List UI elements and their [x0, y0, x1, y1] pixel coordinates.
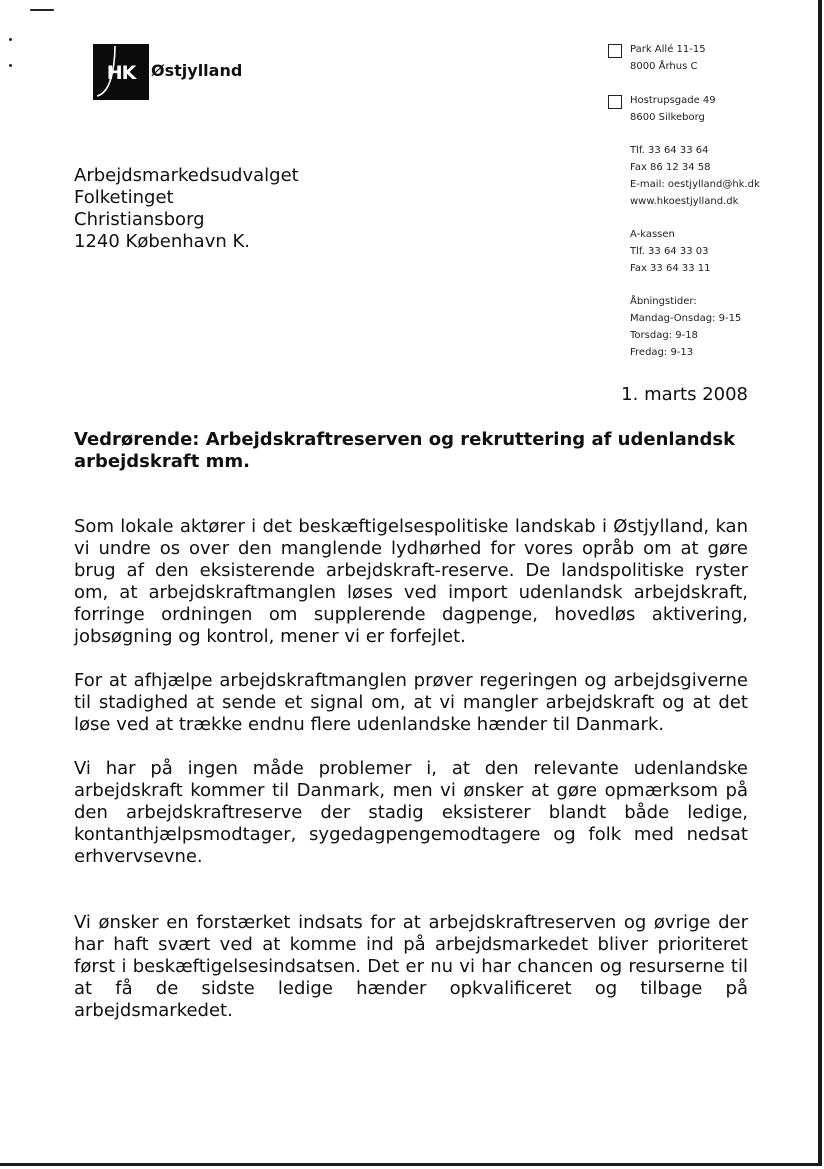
- contact-block: [608, 142, 760, 210]
- address-checkbox[interactable]: [608, 44, 622, 58]
- body-paragraph: Som lokale aktører i det beskæftigelsespolitiske landskab i Østjylland, kan vi undre os over den manglende lydhørhed for vores opråb om at gøre brug af den eksisterende arbejdskraft-reserve. De landspolitiske ryster om, at arbejdskraftmanglen løses ved import udenlandsk arbejdskraft, forringe ordningen om supplerende dagpenge, hovedløs aktivering, jobsøgning og kontrol, mener vi er forfejlet.: [74, 516, 748, 647]
- hk-logo: [93, 44, 242, 100]
- address-city: 8600 Silkeborg: [630, 112, 705, 123]
- website: www.hkoestjylland.dk: [630, 196, 739, 207]
- address-street: Park Allé 11-15: [630, 44, 706, 55]
- letter-date: 1. marts 2008: [621, 384, 748, 405]
- hk-logo-mark: [93, 44, 149, 100]
- address-checkbox[interactable]: [608, 95, 622, 109]
- scan-speck: [30, 9, 54, 11]
- letter-body: [74, 516, 748, 1044]
- akassen-block: [608, 226, 760, 277]
- recipient-line: Folketinget: [74, 187, 174, 208]
- hours-thu: Torsdag: 9-18: [630, 330, 698, 341]
- logo-mark-text: HK: [106, 62, 136, 84]
- scan-speck: [9, 38, 12, 41]
- logo-name: Østjylland: [151, 60, 243, 80]
- email: E-mail: oestjylland@hk.dk: [630, 179, 760, 190]
- recipient-line: 1240 København K.: [74, 231, 251, 252]
- akassen-phone: Tlf. 33 64 33 03: [630, 246, 709, 257]
- hours-fri: Fredag: 9-13: [630, 347, 694, 358]
- opening-hours: [608, 293, 760, 361]
- body-paragraph: For at afhjælpe arbejdskraftmanglen prøver regeringen og arbejdsgiverne til stadighed at sende et signal om, at vi mangler arbejdskraft og at det løse ved at trække endnu flere udenlandske hænder til Danmark.: [74, 670, 748, 735]
- address-city: 8000 Århus C: [630, 61, 698, 72]
- hours-title: Åbningstider:: [630, 296, 697, 307]
- hours-mon-wed: Mandag-Onsdag: 9-15: [630, 313, 742, 324]
- recipient-address: [74, 165, 299, 253]
- sender-address-1: [608, 41, 760, 75]
- sender-address-2: [608, 92, 760, 126]
- address-street: Hostrupsgade 49: [630, 95, 716, 106]
- letter-subject: Vedrørende: Arbejdskraftreserven og rekruttering af udenlandsk arbejdskraft mm.: [74, 429, 736, 472]
- recipient-line: Arbejdsmarkedsudvalget: [74, 165, 299, 186]
- body-paragraph: Vi har på ingen måde problemer i, at den relevante udenlandske arbejdskraft kommer til Danmark, men vi ønsker at gøre opmærksom på den arbejdskraftreserve der stadig eksisterer blandt både ledige, kontanthjælpsmodtager, sygedagpengemodtagere og folk med nedsat erhvervsevne.: [74, 758, 748, 867]
- fax: Fax 86 12 34 58: [630, 162, 711, 173]
- akassen-title: A-kassen: [630, 229, 675, 240]
- scan-speck: [9, 64, 12, 67]
- akassen-fax: Fax 33 64 33 11: [630, 263, 711, 274]
- phone: Tlf. 33 64 33 64: [630, 145, 709, 156]
- recipient-line: Christiansborg: [74, 209, 205, 230]
- sender-info: [608, 41, 760, 361]
- body-paragraph: Vi ønsker en forstærket indsats for at arbejdskraftreserven og øvrige der har haft svært ved at komme ind på arbejdsmarkedet bliver prioriteret først i beskæftigelsesindsatsen. Det er nu vi har chancen og resurserne til at få de sidste ledige hænder opkvalificeret og tilbage på arbejdsmarkedet.: [74, 912, 748, 1021]
